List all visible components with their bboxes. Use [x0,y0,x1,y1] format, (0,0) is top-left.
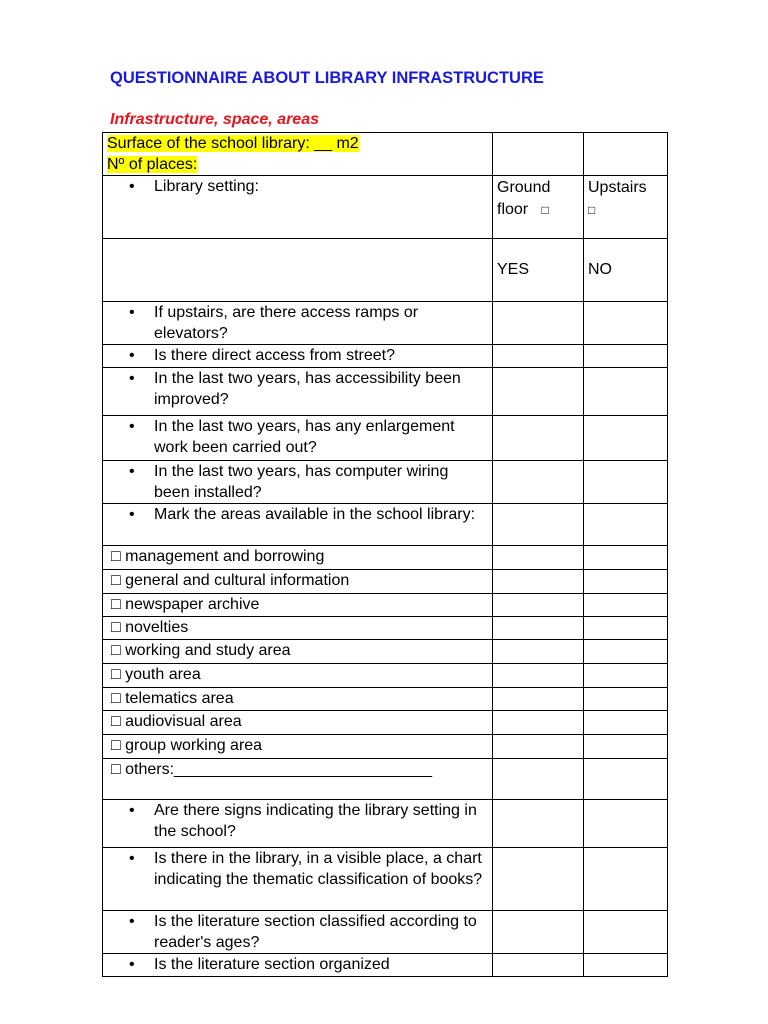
bullet: • [129,913,135,930]
question-text: Is there direct access from street? [154,347,395,364]
upstairs-option[interactable] [584,176,668,239]
table-row [103,848,668,911]
no-answer-cell[interactable] [584,688,668,711]
yes-answer-cell[interactable] [493,954,584,977]
ground-floor-checkbox[interactable]: □ [541,203,549,217]
bullet: • [129,304,135,321]
yes-answer-cell[interactable] [493,345,584,368]
table-row [103,800,668,848]
bullet: • [129,850,135,867]
bullet: • [129,418,135,435]
question-text: In the last two years, has accessibility been improved? [154,370,461,408]
bullet: • [129,956,135,973]
yes-header: YES [493,239,584,302]
table-row [103,664,668,688]
yes-answer-cell[interactable] [493,617,584,640]
yes-answer-cell[interactable] [493,302,584,345]
no-answer-cell[interactable] [584,504,668,546]
area-label: □ management and borrowing [111,548,325,565]
yes-answer-cell[interactable] [493,711,584,735]
table-row [103,239,668,302]
area-label: □ telematics area [111,690,234,707]
document-title: QUESTIONNAIRE ABOUT LIBRARY INFRASTRUCTURE [110,69,544,87]
upstairs-label: Upstairs [588,179,647,196]
empty-cell [103,239,493,302]
table-row [103,368,668,416]
table-row [103,133,668,176]
table-row [103,302,668,345]
no-header: NO [584,239,668,302]
question-cell [103,954,493,977]
yes-answer-cell[interactable] [493,546,584,570]
question-cell [103,368,493,416]
area-label: □ general and cultural information [111,572,350,589]
bullet: • [129,347,135,364]
area-option[interactable] [103,570,493,594]
area-label: □ group working area [111,737,263,754]
no-answer-cell[interactable] [584,368,668,416]
no-answer-cell[interactable] [584,711,668,735]
yes-answer-cell[interactable] [493,688,584,711]
question-text: In the last two years, has any enlargement work been carried out? [154,418,455,456]
area-option[interactable] [103,546,493,570]
no-answer-cell[interactable] [584,570,668,594]
yes-answer-cell[interactable] [493,759,584,800]
no-answer-cell[interactable] [584,416,668,461]
answer-cell[interactable] [493,133,584,176]
yes-answer-cell[interactable] [493,594,584,617]
area-option[interactable] [103,617,493,640]
no-answer-cell[interactable] [584,302,668,345]
yes-answer-cell[interactable] [493,504,584,546]
area-option[interactable] [103,759,493,800]
yes-answer-cell[interactable] [493,735,584,759]
area-label: □ youth area [111,666,201,683]
no-answer-cell[interactable] [584,640,668,664]
no-answer-cell[interactable] [584,664,668,688]
question-cell [103,911,493,954]
ground-floor-label: Ground floor [497,179,551,218]
section-title: Infrastructure, space, areas [110,111,319,128]
question-cell [103,416,493,461]
places-label: Nº of places: [107,156,198,173]
question-text: Is there in the library, in a visible place, a chart indicating the thematic classification of books? [154,850,483,888]
question-cell [103,176,493,239]
question-cell [103,800,493,848]
no-answer-cell[interactable] [584,345,668,368]
library-setting-label: Library setting: [154,178,259,195]
table-row [103,617,668,640]
no-answer-cell[interactable] [584,617,668,640]
question-cell [103,504,493,546]
table-row [103,759,668,800]
table-row [103,688,668,711]
yes-answer-cell[interactable] [493,368,584,416]
answer-cell[interactable] [584,133,668,176]
table-row [103,416,668,461]
question-text: If upstairs, are there access ramps or elevators? [154,304,419,342]
question-text: In the last two years, has computer wiring been installed? [154,463,449,501]
area-option[interactable] [103,594,493,617]
no-answer-cell[interactable] [584,800,668,848]
table-row [103,954,668,977]
bullet: • [129,370,135,387]
area-label: □ audiovisual area [111,713,242,730]
question-text: Are there signs indicating the library setting in the school? [154,802,477,840]
area-label: □ others:_____________________________ [111,761,433,778]
no-answer-cell[interactable] [584,954,668,977]
yes-answer-cell[interactable] [493,640,584,664]
question-cell [103,848,493,911]
area-label: □ novelties [111,619,189,636]
table-row [103,594,668,617]
question-text: Is the literature section classified according to reader's ages? [154,913,477,951]
question-text: Mark the areas available in the school library: [154,506,476,523]
table-row [103,735,668,759]
question-text: Is the literature section organized [154,956,390,973]
surface-label: Surface of the school library: __ m2 [107,135,359,152]
table-row [103,711,668,735]
yes-answer-cell[interactable] [493,416,584,461]
surface-cell [103,133,493,176]
no-answer-cell[interactable] [584,759,668,800]
table-row [103,461,668,504]
bullet: • [129,463,135,480]
yes-answer-cell[interactable] [493,461,584,504]
no-answer-cell[interactable] [584,546,668,570]
no-answer-cell[interactable] [584,594,668,617]
no-answer-cell[interactable] [584,848,668,911]
table-row [103,570,668,594]
area-label: □ newspaper archive [111,596,260,613]
area-option[interactable] [103,735,493,759]
table-row [103,176,668,239]
no-answer-cell[interactable] [584,461,668,504]
yes-answer-cell[interactable] [493,848,584,911]
yes-answer-cell[interactable] [493,570,584,594]
area-option[interactable] [103,688,493,711]
question-cell [103,461,493,504]
bullet: • [129,802,135,819]
yes-answer-cell[interactable] [493,911,584,954]
no-answer-cell[interactable] [584,911,668,954]
questionnaire-table [102,132,668,977]
yes-answer-cell[interactable] [493,664,584,688]
bullet: • [129,506,135,523]
area-option[interactable] [103,711,493,735]
area-option[interactable] [103,640,493,664]
table-row [103,345,668,368]
area-label: □ working and study area [111,642,291,659]
table-row [103,911,668,954]
question-cell [103,345,493,368]
table-row [103,546,668,570]
bullet: • [129,178,135,195]
table-row [103,504,668,546]
no-answer-cell[interactable] [584,735,668,759]
upstairs-checkbox[interactable]: □ [588,203,596,217]
question-cell [103,302,493,345]
yes-answer-cell[interactable] [493,800,584,848]
ground-floor-option[interactable] [493,176,584,239]
area-option[interactable] [103,664,493,688]
table-row [103,640,668,664]
